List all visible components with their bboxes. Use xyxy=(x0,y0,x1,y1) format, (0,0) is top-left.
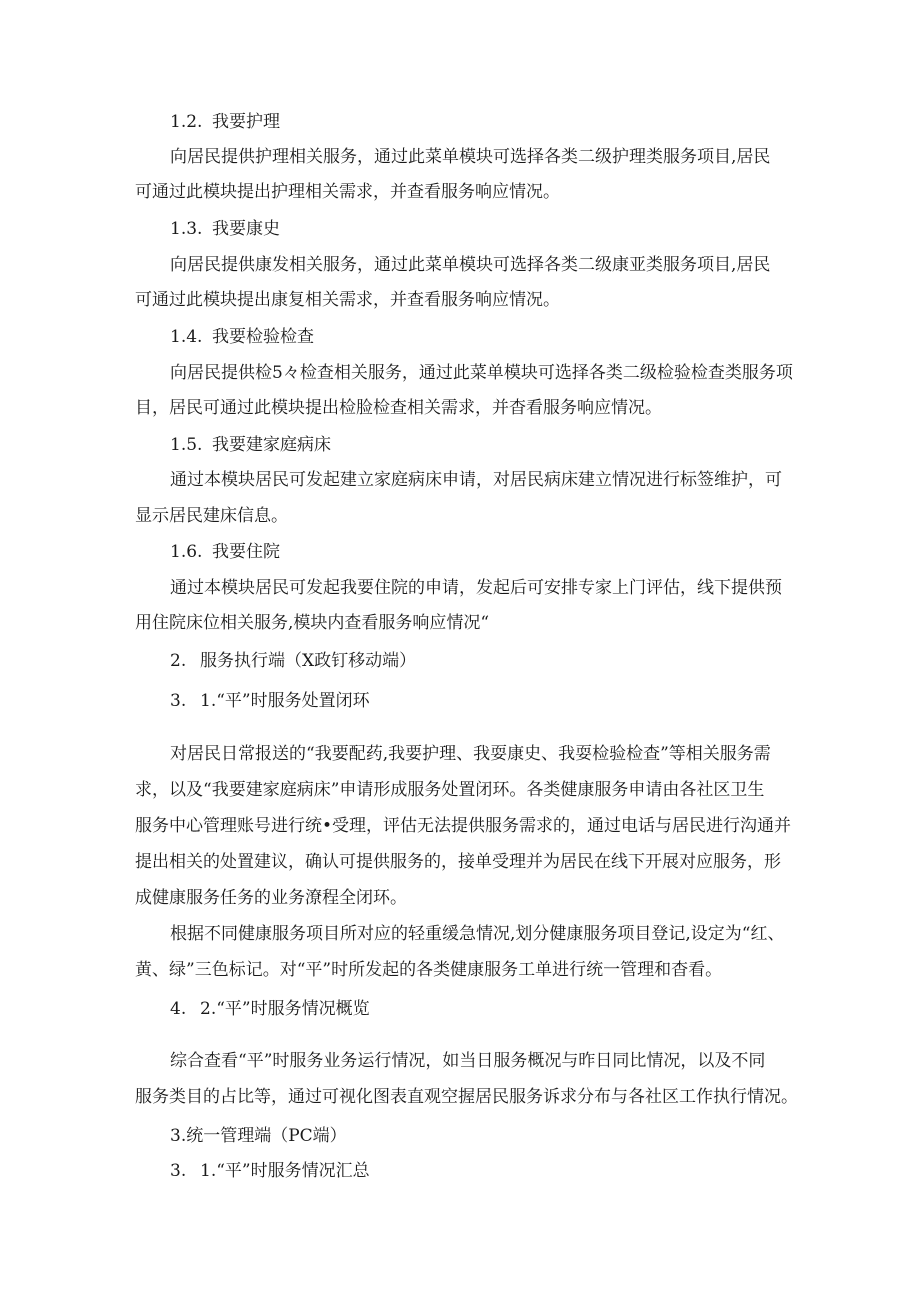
heading-number: 1.4. xyxy=(170,327,203,347)
heading-title: 我要住院 xyxy=(212,542,280,562)
heading-title: 1.“平”时服务处置闭环 xyxy=(200,691,370,711)
heading-title: 2.“平”时服务情况概览 xyxy=(200,999,370,1019)
heading-number: 1.3. xyxy=(170,219,203,239)
paragraph-line: 综合查看“平”时服务业务运行情况，如当日服务概况与昨日同比情况，以及不同 xyxy=(170,1051,766,1071)
section-heading-3-1 xyxy=(170,690,370,712)
section-heading-1-5 xyxy=(170,434,331,456)
paragraph-line: 用住院床位相关服务,模块内查看服务响应情况“ xyxy=(135,613,490,633)
paragraph-line: 通过本模块居民可发起建立家庭病床申请，对居民病床建立情况进行标签维护，可 xyxy=(170,470,782,490)
paragraph-line: 向居民提供护理相关服务，通过此菜单模块可选择各类二级护理类服务项目,居民 xyxy=(170,147,771,167)
paragraph-line: 黄、绿”三色标记。对“平”时所发起的各类健康服务工单进行统一管理和杳看。 xyxy=(135,960,723,980)
heading-number: 4. xyxy=(170,999,187,1019)
paragraph-line: 向居民提供康发相关服务，通过此菜单模块可选择各类二级康亚类服务项目,居民 xyxy=(170,255,771,275)
heading-number: 3. xyxy=(170,691,187,711)
paragraph-line: 目，居民可通过此模块提出检脸检查相关需求，并杳看服务响应情况。 xyxy=(135,398,662,418)
heading-number: 1.2. xyxy=(170,112,203,132)
section-heading-4-2 xyxy=(170,998,370,1020)
heading-title: 我要康史 xyxy=(212,219,280,239)
heading-title: 我要检验检查 xyxy=(212,327,314,347)
section-heading-3-pc: 3.统一管理端（PC端） xyxy=(170,1126,347,1146)
section-heading-1-2 xyxy=(170,111,280,133)
paragraph-line: 成健康服务任务的业务潦程全闭环。 xyxy=(135,888,407,908)
section-heading-1-3 xyxy=(170,218,280,240)
section-heading-2 xyxy=(170,650,416,672)
heading-number: 3. xyxy=(170,1161,187,1181)
paragraph-line: 根据不同健康服务项目所对应的轻重缓急情况,划分健康服务项目登记,设定为“红、 xyxy=(170,924,785,944)
paragraph-line: 对居民日常报送的“我要配药,我要护理、我耍康史、我耍检验检查”等相关服务需 xyxy=(170,744,771,764)
paragraph-line: 服务类目的占比等，通过可视化图表直观空握居民服务诉求分布与各社区工作执行情况。 xyxy=(135,1087,798,1107)
heading-number: 1.5. xyxy=(170,435,203,455)
heading-title: 我要护理 xyxy=(212,112,280,132)
paragraph-line: 向居民提供检5々检查相关服务，通过此菜单模块可选择各类二级检验检查类服务项 xyxy=(170,363,793,383)
paragraph-line: 可通过此模块提出康复相关需求，并查看服务响应情况。 xyxy=(135,290,560,310)
section-heading-1-4 xyxy=(170,326,314,348)
section-heading-1-6 xyxy=(170,541,280,563)
section-heading-3-1-summary xyxy=(170,1160,370,1182)
paragraph-line: 可通过此模块提出护理相关需求，并查看服务响应情况。 xyxy=(135,182,560,202)
paragraph-line: 求，以及“我要建家庭病床”申请形成服务处置闭环。各类健康服务申请由各社区卫生 xyxy=(135,780,765,800)
heading-number: 1.6. xyxy=(170,542,203,562)
paragraph-line: 服务中心管理账号进行统•受理，评估无法提供服务需求的，通过电话与居民进行沟通并 xyxy=(135,816,792,836)
heading-title: 服务执行端（X政钉移动端） xyxy=(200,651,417,671)
paragraph-line: 显示居民建床信息。 xyxy=(135,506,288,526)
heading-number: 2. xyxy=(170,651,187,671)
paragraph-line: 提出相关的处置建议，确认可提供服务的，接单受理并为居民在线下开展对应服务，形 xyxy=(135,852,781,872)
heading-title: 1.“平”时服务情况汇总 xyxy=(200,1161,370,1181)
heading-title: 我要建家庭病床 xyxy=(212,435,331,455)
paragraph-line: 通过本模块居民可发起我要住院的申请，发起后可安排专家上门评估，线下提供预 xyxy=(170,578,782,598)
